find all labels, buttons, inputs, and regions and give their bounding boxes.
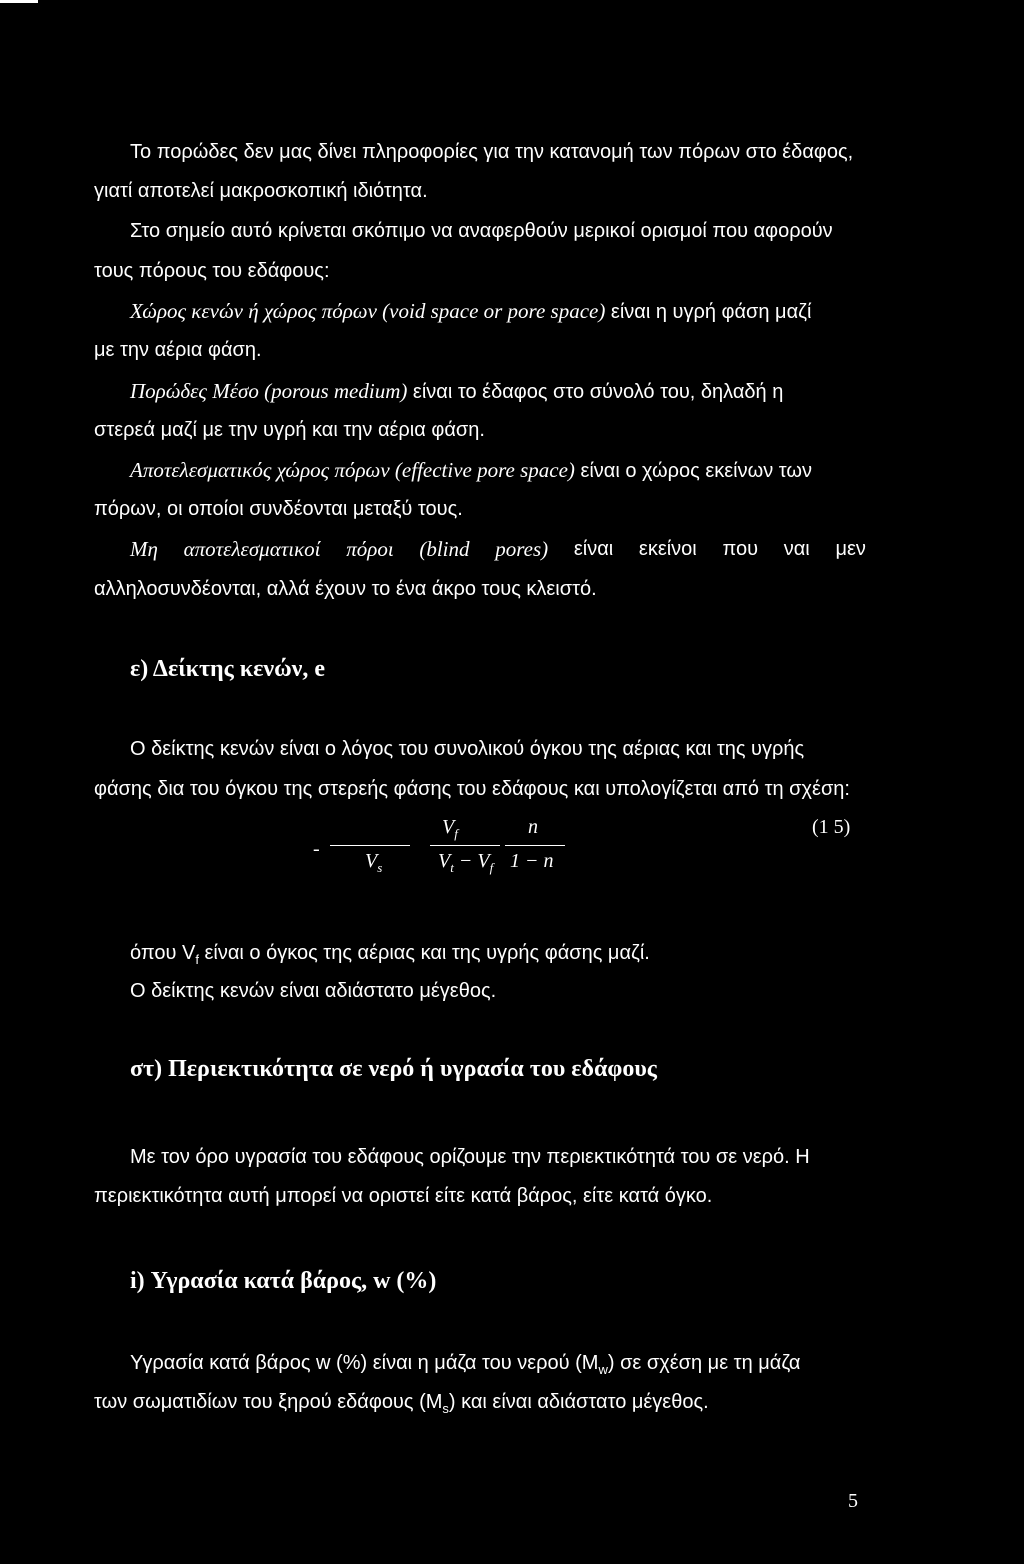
text-line: στερεά μαζί με την υγρή και την αέρια φάση. <box>94 419 485 441</box>
text-line: περιεκτικότητα αυτή μπορεί να οριστεί είτε κατά βάρος, είτε κατά όγκο. <box>94 1185 713 1207</box>
fraction-bar <box>330 845 410 846</box>
text-line: αλληλοσυνδέονται, αλλά έχουν το ένα άκρο τους κλειστό. <box>94 578 597 600</box>
definition-blind-pores <box>130 536 866 562</box>
paragraph-line <box>130 736 866 762</box>
section-heading-water-content: στ) Περιεκτικότητα σε νερό ή υγρασία του εδάφους <box>130 1056 657 1082</box>
definition-porous-medium <box>130 378 783 405</box>
definition-effective-pore-space <box>130 457 812 484</box>
text-line: Ο δείκτης κενών είναι ο λόγος του συνολικού όγκου της αέριας και της υγρής <box>130 738 805 760</box>
definition-term: Αποτελεσματικός χώρος πόρων (effective pore space) <box>130 458 575 482</box>
formula-denominator: 1 − n <box>510 850 554 872</box>
definition-text: είναι το έδαφος στο σύνολό του, δηλαδή η <box>407 381 784 403</box>
definition-term-word: Μη <box>130 537 158 561</box>
definition-term-word: αποτελεσματικοί <box>183 537 321 561</box>
text-line: φάσης δια του όγκου της στερεής φάσης του εδάφους και υπολογίζεται από τη σχέση: <box>94 778 850 800</box>
definition-term-word: pores) <box>495 537 549 561</box>
section-heading-moisture-by-weight: i) Υγρασία κατά βάρος, w (%) <box>130 1268 437 1294</box>
definition-term: Πορώδες Μέσο (porous medium) <box>130 379 408 403</box>
formula-numerator: $V_f$ <box>442 816 458 841</box>
definition-term-word: πόροι <box>346 537 394 561</box>
equation-number: (1 5) <box>812 816 851 838</box>
scan-edge-mark <box>0 0 38 3</box>
section-heading-void-ratio: ε) Δείκτης κενών, e <box>130 656 326 682</box>
definition-term-word: (blind <box>419 537 470 561</box>
fraction-bar <box>505 845 565 846</box>
fraction-bar <box>430 845 500 846</box>
definition-void-space <box>130 298 811 325</box>
definition-word: που <box>722 538 759 560</box>
formula-denominator: $V_s$ <box>365 850 383 875</box>
definition-text: είναι η υγρή φάση μαζί <box>605 301 812 323</box>
text-line: Το πορώδες δεν μας δίνει πληροφορίες για την κατανομή των πόρων στο έδαφος, <box>130 141 854 163</box>
text-line: με την αέρια φάση. <box>94 339 262 361</box>
paragraph-line <box>130 139 866 165</box>
definition-text: είναι ο χώρος εκείνων των <box>574 460 812 482</box>
text-line: Στο σημείο αυτό κρίνεται σκόπιμο να αναφερθούν μερικοί ορισμοί που αφορούν <box>130 220 833 242</box>
text-line: των σωματιδίων του ξηρού εδάφους $(M_s)$ και είναι αδιάστατο μέγεθος. <box>94 1391 709 1416</box>
definition-word: είναι <box>573 538 614 560</box>
paragraph-line <box>130 1144 866 1170</box>
paragraph-line <box>130 1350 866 1383</box>
definition-word: ναι <box>783 538 810 560</box>
formula-denominator: $V_t - V_f$ <box>438 850 494 875</box>
text-line: Ο δείκτης κενών είναι αδιάστατο μέγεθος. <box>130 980 497 1002</box>
definition-term: Χώρος κενών ή χώρος πόρων (void space or pore space) <box>130 299 606 323</box>
text-line: Υγρασία κατά βάρος w (%) είναι η μάζα του νερού $(M_w)$ σε σχέση με τη μάζα <box>130 1352 801 1377</box>
text-line: πόρων, οι οποίοι συνδέονται μεταξύ τους. <box>94 498 463 520</box>
formula-numerator: n <box>528 816 538 838</box>
formula-dash: - <box>313 838 320 860</box>
text-line: όπου $V_f$ είναι ο όγκος της αέριας και της υγρής φάσης μαζί. <box>130 942 650 967</box>
text-line: γιατί αποτελεί μακροσκοπική ιδιότητα. <box>94 180 428 202</box>
text-line: τους πόρους του εδάφους: <box>94 260 330 282</box>
definition-word: εκείνοι <box>638 538 697 560</box>
page-number: 5 <box>848 1490 858 1512</box>
text-line: Με τον όρο υγρασία του εδάφους ορίζουμε την περιεκτικότητά του σε νερό. Η <box>130 1146 810 1168</box>
definition-word: μεν <box>835 538 866 560</box>
